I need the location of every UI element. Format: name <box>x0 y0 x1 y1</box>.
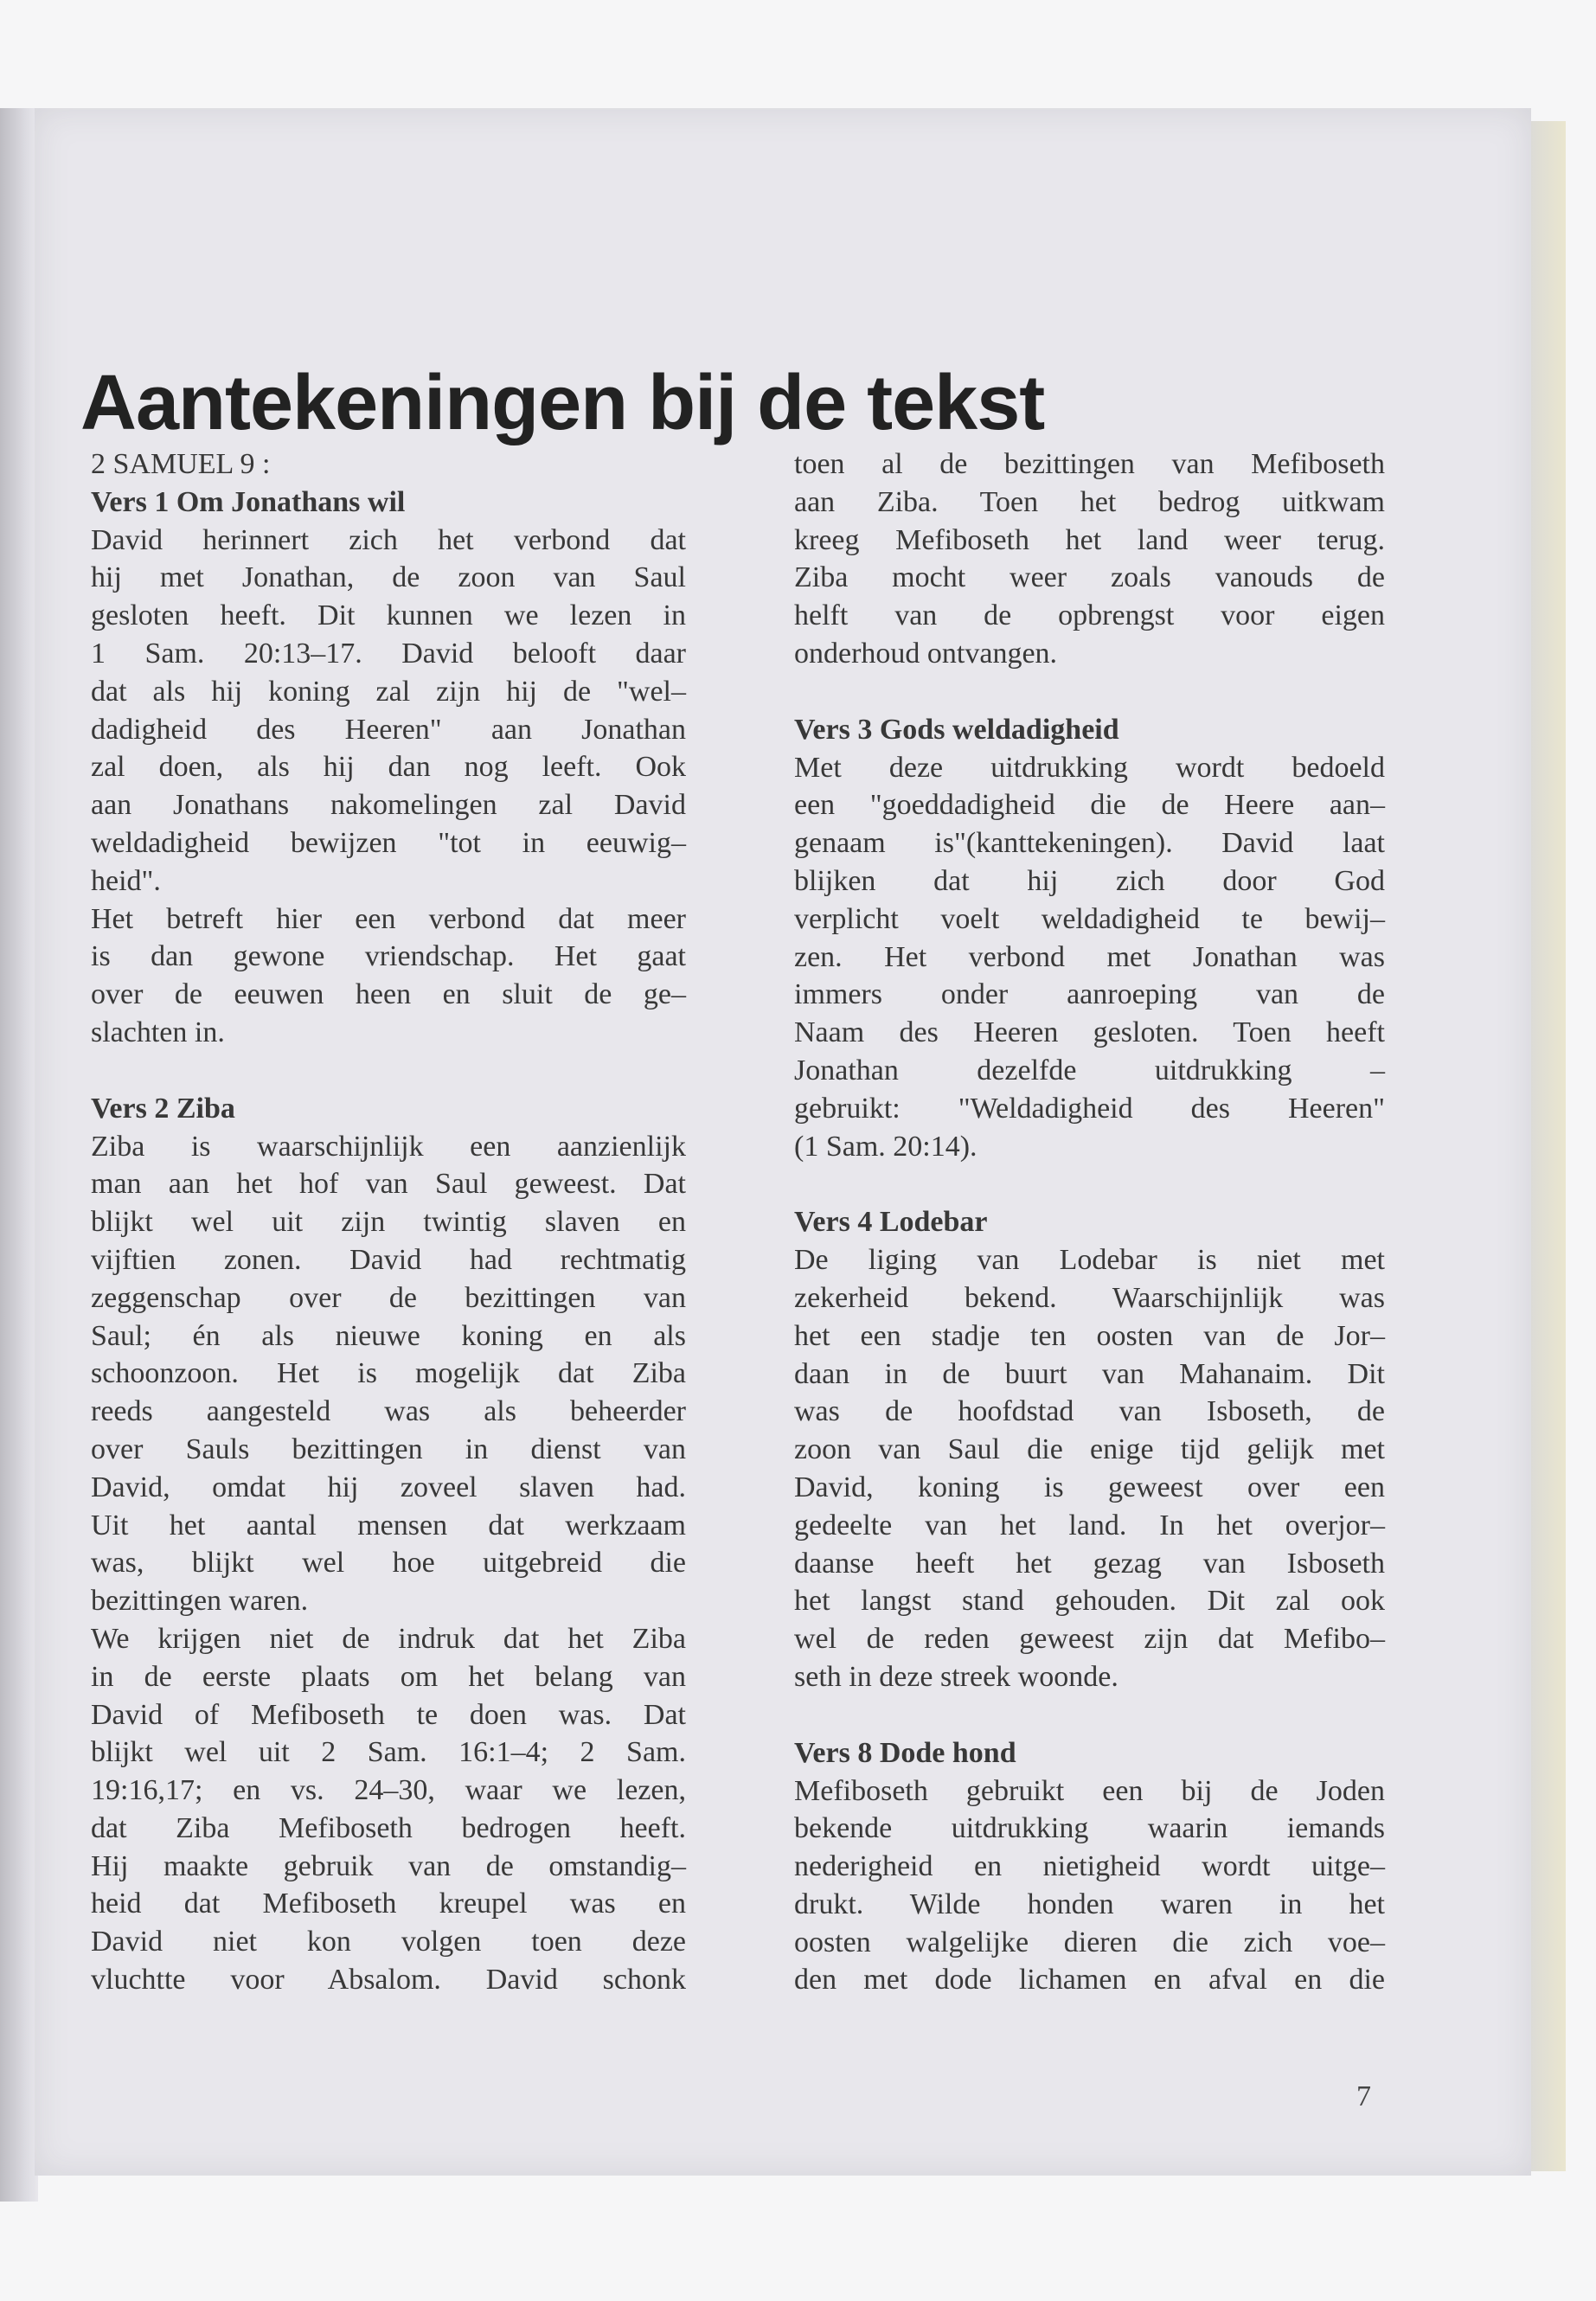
paragraph <box>794 1772 1385 2000</box>
section-gap <box>794 1696 1385 1734</box>
text-line: daanse heeft het gezag van Isboseth <box>794 1547 1385 1580</box>
text-line: het een stadje ten oosten van de Jor– <box>794 1319 1385 1352</box>
section-heading: Vers 1 Om Jonathans wil <box>91 485 406 518</box>
paragraph <box>794 749 1385 1166</box>
text-line: Met deze uitdrukking wordt bedoeld <box>794 751 1385 784</box>
section-gap <box>794 673 1385 711</box>
text-line: blijkt wel uit 2 Sam. 16:1–4; 2 Sam. <box>91 1736 686 1769</box>
text-line: toen al de bezittingen van Mefiboseth <box>794 448 1385 480</box>
text-line: aan Jonathans nakomelingen zal David <box>91 789 686 822</box>
section-gap <box>794 1165 1385 1203</box>
text-line: Mefiboseth gebruikt een bij de Joden <box>794 1774 1385 1807</box>
text-line: schoonzoon. Het is mogelijk dat Ziba <box>91 1357 686 1390</box>
text-line: drukt. Wilde honden waren in het <box>794 1888 1385 1920</box>
text-line: een "goeddadigheid die de Heere aan– <box>794 789 1385 822</box>
text-line: over de eeuwen heen en sluit de ge– <box>91 978 686 1011</box>
text-line: blijken dat hij zich door God <box>794 864 1385 897</box>
section-heading: Vers 8 Dode hond <box>794 1736 1016 1769</box>
text-line: David of Mefiboseth te doen was. Dat <box>91 1698 686 1731</box>
text-line: dat als hij koning zal zijn hij de "wel– <box>91 675 686 708</box>
text-line: vijftien zonen. David had rechtmatig <box>91 1243 686 1276</box>
text-line: was de hoofdstad van Isboseth, de <box>794 1395 1385 1428</box>
text-line: Saul; én als nieuwe koning en als <box>91 1319 686 1352</box>
text-line: Het betreft hier een verbond dat meer <box>91 902 686 935</box>
text-line: Uit het aantal mensen dat werkzaam <box>91 1509 686 1541</box>
text-line: David, koning is geweest over een <box>794 1471 1385 1503</box>
text-line: gedeelte van het land. In het overjor– <box>794 1509 1385 1541</box>
text-line: verplicht voelt weldadigheid te bewij– <box>794 902 1385 935</box>
text-line: heid dat Mefiboseth kreupel was en <box>91 1888 686 1920</box>
right-column <box>794 445 1385 1999</box>
text-line: Jonathan dezelfde uitdrukking – <box>794 1054 1385 1086</box>
text-line: seth in deze streek woonde. <box>794 1660 1118 1693</box>
page-title: Aantekeningen bij de tekst <box>80 360 1045 447</box>
text-line: oosten walgelijke dieren die zich voe– <box>794 1926 1385 1958</box>
text-line: nederigheid en nietigheid wordt uitge– <box>794 1850 1385 1883</box>
text-line: daan in de buurt van Mahanaim. Dit <box>794 1357 1385 1390</box>
text-line: Ziba mocht weer zoals vanouds de <box>794 561 1385 594</box>
paragraph <box>91 901 686 1052</box>
page-number: 7 <box>1356 2080 1371 2112</box>
paragraph <box>794 1241 1385 1696</box>
text-line: aan Ziba. Toen het bedrog uitkwam <box>794 485 1385 518</box>
section-heading: Vers 2 Ziba <box>91 1092 235 1125</box>
text-line: zekerheid bekend. Waarschijnlijk was <box>794 1281 1385 1314</box>
text-line: weldadigheid bewijzen "tot in eeuwig– <box>91 826 686 859</box>
text-line: zoon van Saul die enige tijd gelijk met <box>794 1433 1385 1466</box>
text-line: dat Ziba Mefiboseth bedrogen heeft. <box>91 1811 686 1844</box>
text-line: Naam des Heeren gesloten. Toen heeft <box>794 1016 1385 1049</box>
text-line: was, blijkt wel hoe uitgebreid die <box>91 1547 686 1580</box>
text-line: in de eerste plaats om het belang van <box>91 1660 686 1693</box>
text-line: wel de reden geweest zijn dat Mefibo– <box>794 1623 1385 1656</box>
text-line: vluchtte voor Absalom. David schonk <box>91 1964 686 1997</box>
text-line: heid". <box>91 864 161 897</box>
text-line: helft van de opbrengst voor eigen <box>794 599 1385 632</box>
text-line: is dan gewone vriendschap. Het gaat <box>91 940 686 973</box>
text-line: het langst stand gehouden. Dit zal ook <box>794 1585 1385 1618</box>
text-line: bezittingen waren. <box>91 1585 309 1618</box>
text-line: bekende uitdrukking waarin iemands <box>794 1812 1385 1845</box>
text-line: genaam is"(kanttekeningen). David laat <box>794 827 1385 860</box>
text-line: (1 Sam. 20:14). <box>794 1130 977 1163</box>
text-line: Hij maakte gebruik van de omstandig– <box>91 1849 686 1882</box>
text-line: David, omdat hij zoveel slaven had. <box>91 1471 686 1503</box>
text-line: 1 Sam. 20:13–17. David belooft daar <box>91 637 686 670</box>
text-line: slachten in. <box>91 1016 225 1048</box>
text-line: Ziba is waarschijnlijk een aanzienlijk <box>91 1130 686 1163</box>
paragraph <box>91 522 686 901</box>
text-line: zen. Het verbond met Jonathan was <box>794 940 1385 973</box>
text-line: dadigheid des Heeren" aan Jonathan <box>91 713 686 746</box>
text-line: man aan het hof van Saul geweest. Dat <box>91 1168 686 1201</box>
text-line: over Sauls bezittingen in dienst van <box>91 1433 686 1465</box>
text-line: zal doen, als hij dan nog leeft. Ook <box>91 751 686 784</box>
text-line: We krijgen niet de indruk dat het Ziba <box>91 1622 686 1655</box>
text-line: David niet kon volgen toen deze <box>91 1926 686 1958</box>
text-line: onderhoud ontvangen. <box>794 637 1058 670</box>
paragraph <box>91 1128 686 1620</box>
chapter-reference: 2 SAMUEL 9 : <box>91 448 271 480</box>
text-line: De liging van Lodebar is niet met <box>794 1244 1385 1277</box>
section-gap <box>91 1052 686 1090</box>
section-heading: Vers 4 Lodebar <box>794 1206 988 1239</box>
text-line: 19:16,17; en vs. 24–30, waar we lezen, <box>91 1774 686 1807</box>
text-line: kreeg Mefiboseth het land weer terug. <box>794 523 1385 556</box>
section-heading: Vers 3 Gods weldadigheid <box>794 713 1119 746</box>
text-line: gesloten heeft. Dit kunnen we lezen in <box>91 599 686 632</box>
page-spine-shadow <box>0 108 38 2202</box>
text-line: den met dode lichamen en afval en die <box>794 1964 1385 1997</box>
text-line: David herinnert zich het verbond dat <box>91 523 686 556</box>
text-line: blijkt wel uit zijn twintig slaven en <box>91 1206 686 1239</box>
left-column <box>91 445 686 1999</box>
text-line: hij met Jonathan, de zoon van Saul <box>91 561 686 594</box>
text-line: zeggenschap over de bezittingen van <box>91 1281 686 1314</box>
paragraph <box>91 1620 686 1999</box>
text-line: immers onder aanroeping van de <box>794 978 1385 1011</box>
page-edge <box>1531 121 1566 2171</box>
text-line: gebruikt: "Weldadigheid des Heeren" <box>794 1092 1385 1125</box>
paragraph <box>794 445 1385 673</box>
text-line: reeds aangesteld was als beheerder <box>91 1395 686 1428</box>
